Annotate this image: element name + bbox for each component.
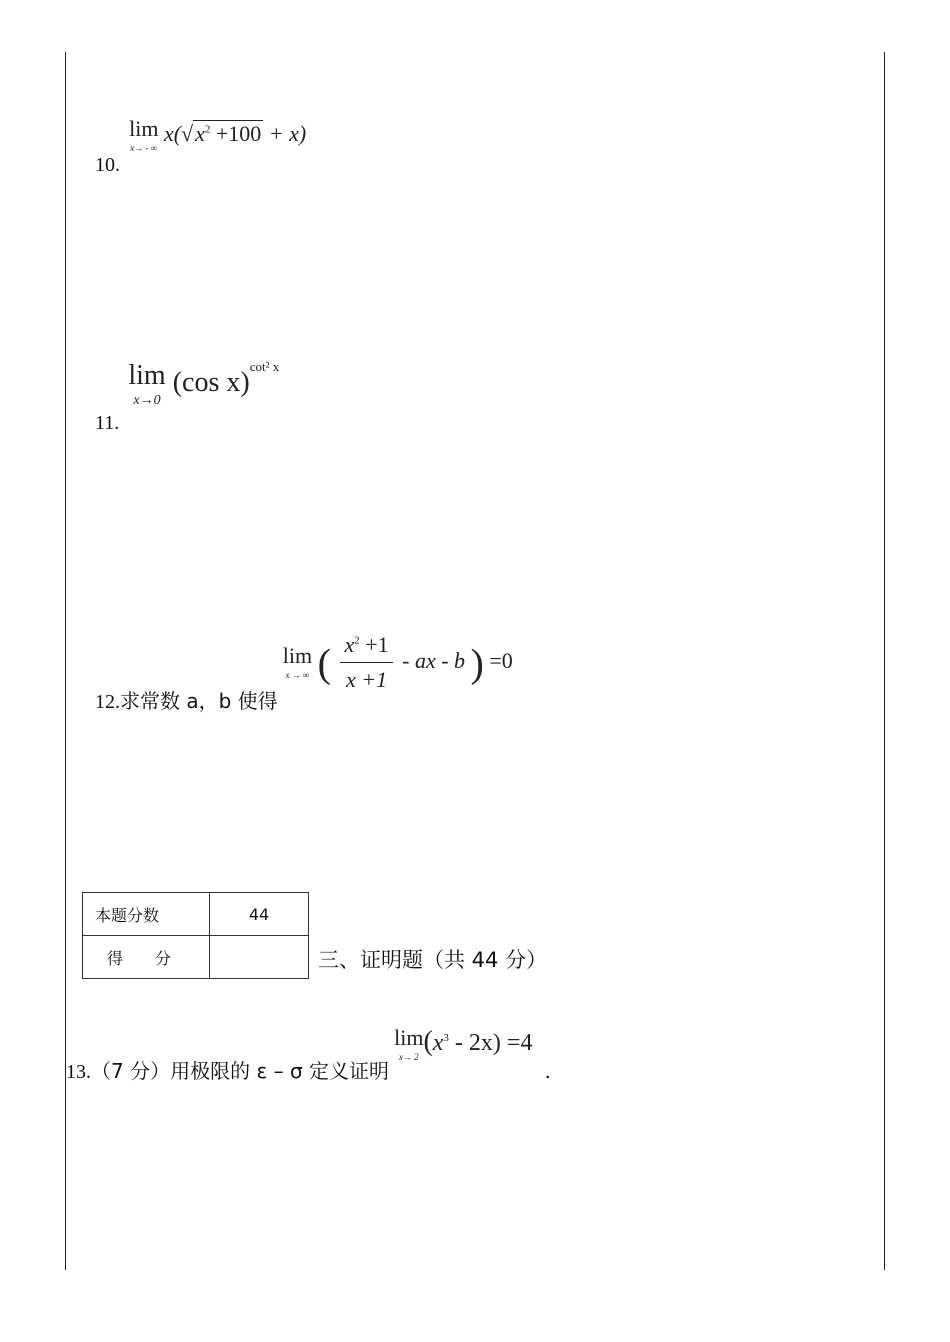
question-text: 求常数 a，b 使得 — [120, 688, 278, 713]
score-label: 本题分数 — [83, 893, 210, 936]
table-row — [83, 893, 309, 936]
trailing-period: . — [544, 1059, 551, 1083]
question-number: 11. — [95, 412, 120, 435]
score-value: 44 — [210, 893, 309, 936]
fraction: $\frac{x^2 +1}{x +1}$ — [340, 632, 392, 693]
question-10 — [95, 116, 307, 176]
table-row — [83, 936, 309, 979]
limit-formula: lim x→ - ∞ $x(√x^2 +100 + x)$ — [129, 116, 307, 153]
question-12 — [95, 632, 513, 713]
question-13 — [66, 1024, 551, 1083]
question-11 — [95, 359, 280, 435]
question-text: （7 分）用极限的 ε – σ 定义证明 — [91, 1059, 389, 1083]
limit-formula: lim x → ∞ ( $\frac{x^2 +1}{x +1}$ - ax - b ) =0 — [282, 632, 513, 692]
score-table-container — [82, 892, 309, 979]
lim-operator: lim x→ - ∞ — [129, 116, 159, 153]
earned-value-field[interactable] — [210, 936, 309, 979]
question-number: 12. — [95, 690, 120, 713]
earned-label: 得 分 — [83, 936, 210, 979]
section-title: 三、证明题（共 44 分） — [318, 948, 548, 972]
right-border-line — [884, 52, 885, 1270]
limit-formula: lim x→ 2 $(x^3 - 2x) =4$ — [394, 1024, 533, 1062]
question-number: 13. — [66, 1061, 91, 1083]
lim-operator: lim x → ∞ — [282, 643, 313, 680]
question-number: 10. — [95, 153, 120, 176]
lim-operator: lim x→ 2 — [394, 1024, 424, 1062]
left-border-line — [65, 52, 66, 1270]
lim-operator: lim x→0 — [128, 360, 166, 408]
limit-formula: lim x→0 (cos x)$^{cot^2 x}$ — [128, 359, 280, 408]
score-table — [82, 892, 309, 979]
